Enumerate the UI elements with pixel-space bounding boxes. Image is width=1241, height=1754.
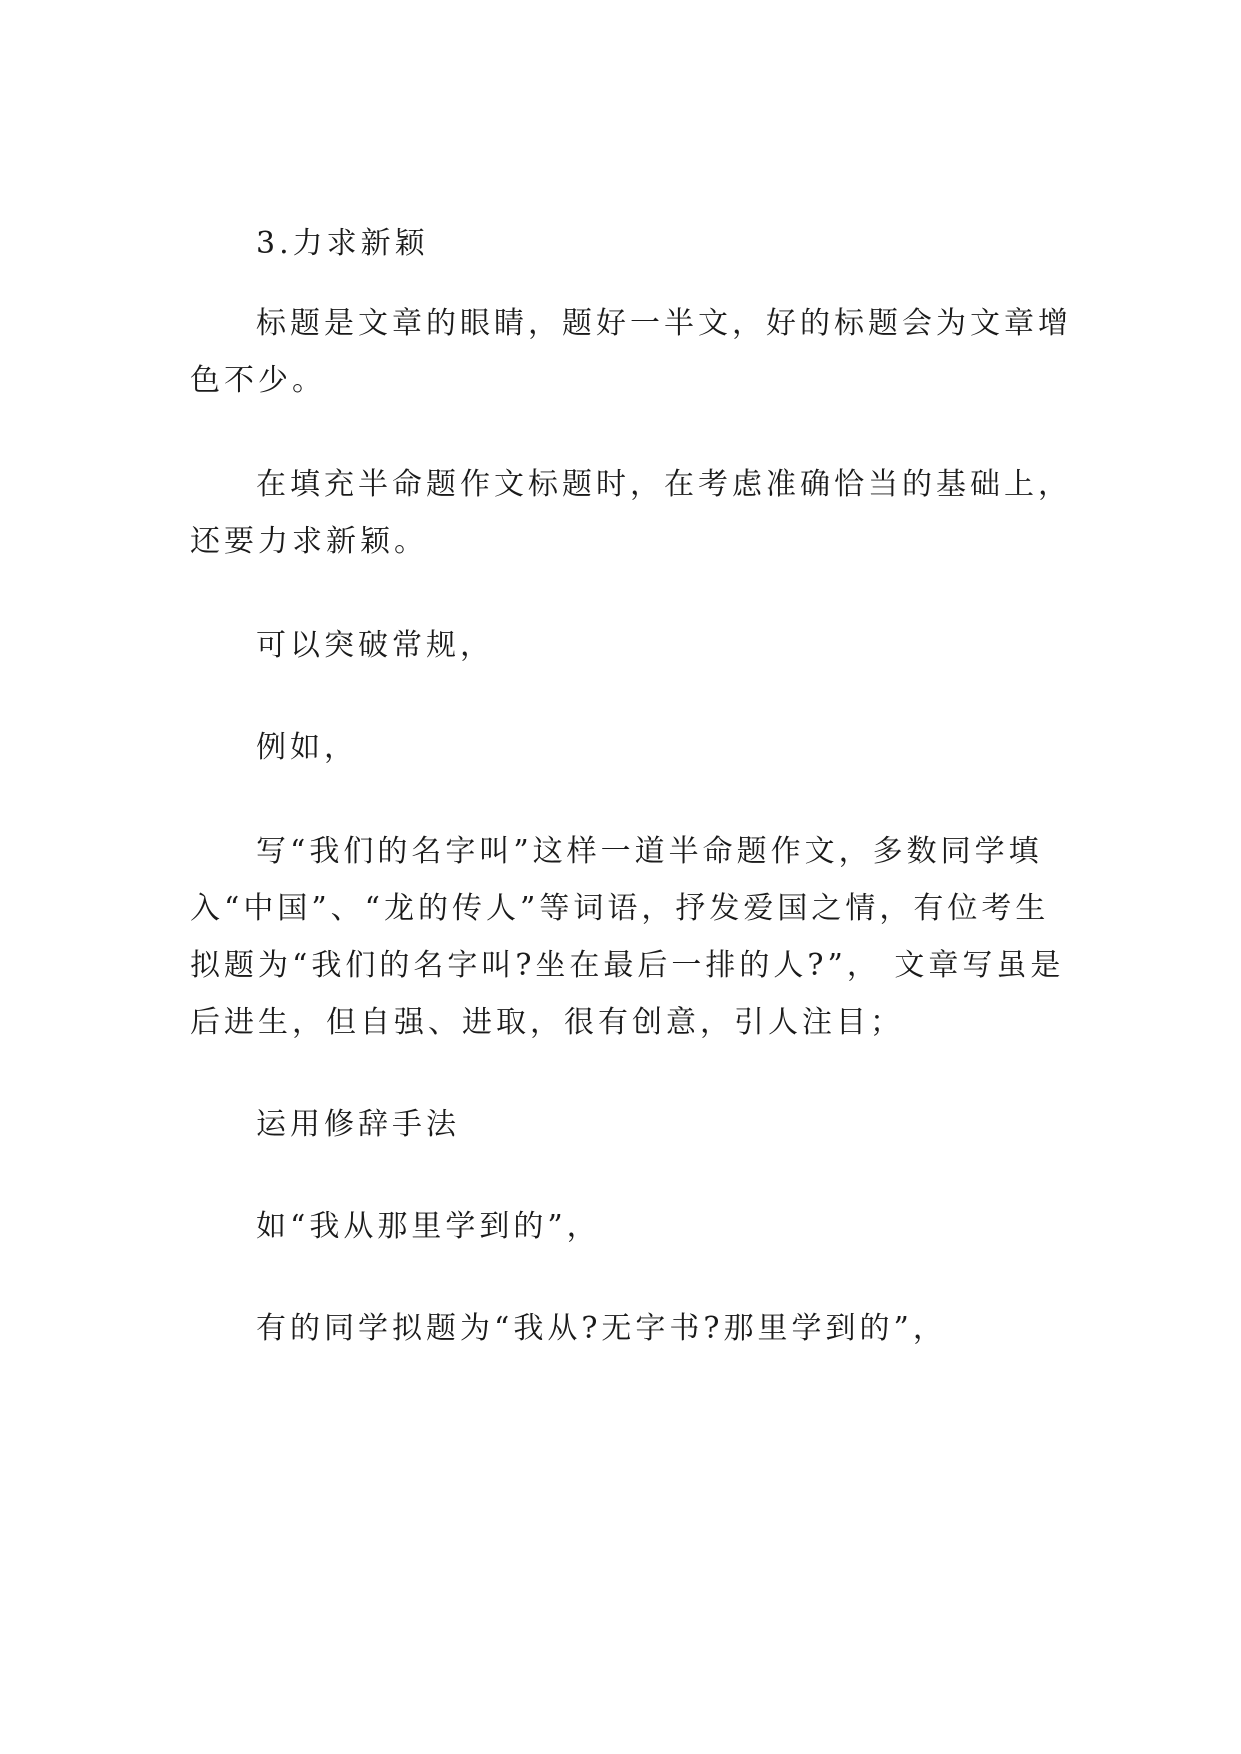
- paragraph-5-line-4: 后进生，但自强、进取，很有创意，引人注目；: [190, 1005, 904, 1040]
- paragraph-4: 例如，: [256, 730, 358, 765]
- paragraph-2: 在填充半命题作文标题时，在考虑准确恰当的基础上，: [256, 467, 1072, 502]
- paragraph-5-line-3: 拟题为“我们的名字叫?坐在最后一排的人?”， 文章写虽是: [190, 948, 1065, 983]
- paragraph-7: 如“我从那里学到的”，: [256, 1209, 601, 1244]
- paragraph-8: 有的同学拟题为“我从?无字书?那里学到的”，: [256, 1311, 947, 1346]
- paragraph-2-continued: 还要力求新颖。: [190, 524, 428, 559]
- paragraph-5: 写“我们的名字叫”这样一道半命题作文，多数同学填: [256, 834, 1043, 869]
- paragraph-3: 可以突破常规，: [256, 628, 494, 663]
- paragraph-5-line-2: 入“中国”、“龙的传人”等词语，抒发爱国之情，有位考生: [190, 891, 1050, 926]
- paragraph-1-continued: 色不少。: [190, 363, 326, 398]
- section-heading: 3.力求新颖: [256, 226, 429, 261]
- paragraph-1: 标题是文章的眼睛，题好一半文，好的标题会为文章增: [256, 306, 1072, 341]
- paragraph-6: 运用修辞手法: [256, 1107, 460, 1142]
